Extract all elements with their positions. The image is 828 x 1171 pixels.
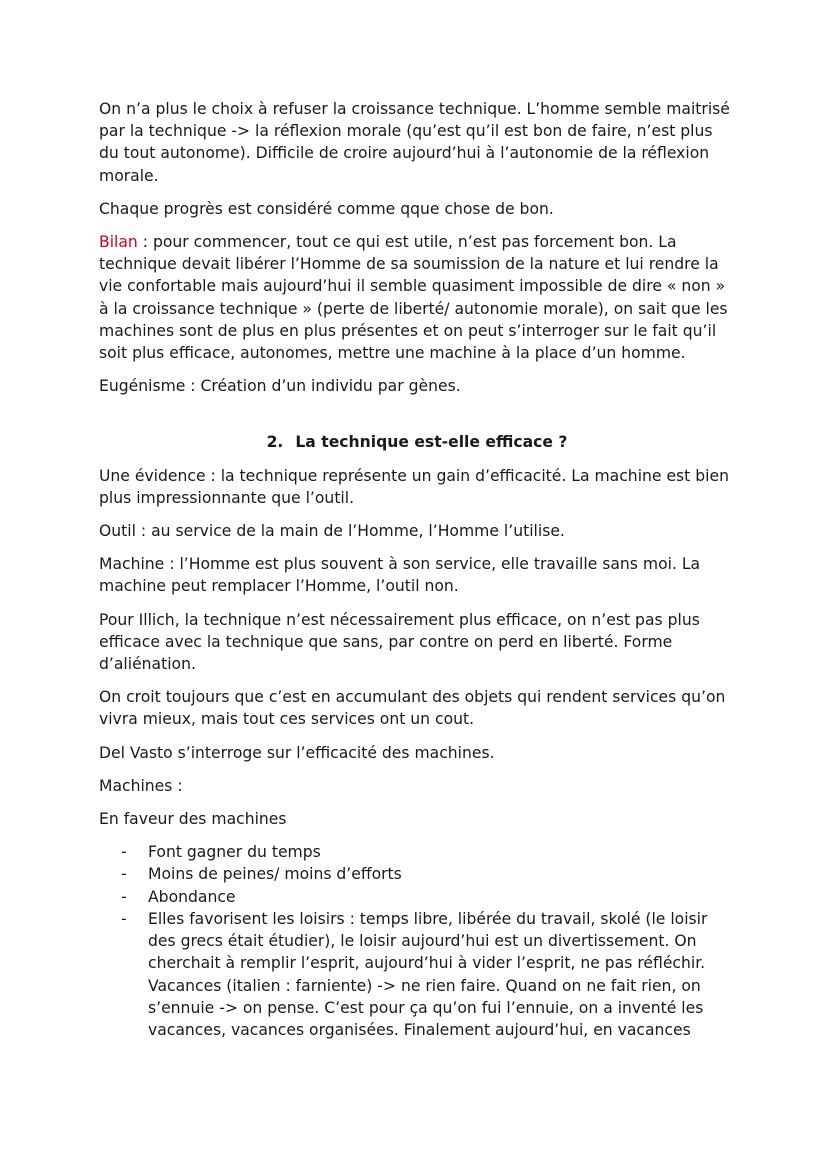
paragraph-technique-croissance: On n’a plus le choix à refuser la croissance technique. L’homme semble maitrisé par la technique -> la réflexion morale (qu’est qu’il est bon de faire, n’est plus du tout autonome). Difficile de croire aujourd’hui à l’autonomie de la réflexion morale. [99, 100, 730, 185]
list-item [99, 841, 735, 863]
paragraph-machine: Machine : l’Homme est plus souvent à son service, elle travaille sans moi. La machine peut remplacer l’Homme, l’outil non. [99, 555, 701, 596]
paragraph-objets: On croit toujours que c’est en accumulant des objets qui rendent services qu’on vivra mieux, mais tout ces services ont un cout. [99, 688, 726, 729]
paragraph-illich: Pour Illich, la technique n’est nécessairement plus efficace, on n’est pas plus efficace avec la technique que sans, par contre on perd en liberté. Forme d’aliénation. [99, 610, 700, 674]
list-item [99, 886, 735, 908]
list-item-text: Font gagner du temps [148, 843, 321, 862]
bilan-label: Bilan [99, 233, 138, 252]
list-bullet: - [121, 865, 127, 884]
bilan-text: : pour commencer, tout ce qui est utile, n’est pas forcement bon. La technique devait libérer l’Homme de sa soumission de la nature et lui rendre la vie confortable mais aujourd’hui il semble quasiment impossible de dire « non » à la croissance technique » (perte de liberté/ autonomie morale), on sait que les machines sont de plus en plus présentes et on peut s’interroger sur le fait qu’il soit plus efficace, autonomes, mettre une machine à la place d’un homme. [99, 233, 728, 363]
advantages-list [99, 841, 735, 1041]
list-item [99, 863, 735, 885]
paragraph-machines-label: Machines : [99, 776, 183, 795]
paragraph-progres: Chaque progrès est considéré comme qque chose de bon. [99, 199, 554, 218]
list-item [99, 908, 735, 1041]
list-item-text: Abondance [148, 887, 236, 906]
list-bullet: - [121, 909, 127, 928]
section-heading [99, 431, 735, 453]
paragraph-eugenisme: Eugénisme : Création d’un individu par gènes. [99, 377, 461, 396]
paragraph-outil: Outil : au service de la main de l’Homme, l’Homme l’utilise. [99, 522, 565, 541]
paragraph-del-vasto: Del Vasto s’interroge sur l’efficacité des machines. [99, 743, 495, 762]
paragraph-en-faveur: En faveur des machines [99, 810, 287, 829]
section-title: La technique est-elle efficace ? [295, 433, 568, 452]
list-bullet: - [121, 843, 127, 862]
list-bullet: - [121, 887, 127, 906]
paragraph-evidence: Une évidence : la technique représente un gain d’efficacité. La machine est bien plus impressionnante que l’outil. [99, 466, 729, 507]
section-number: 2. [266, 433, 284, 452]
list-item-text: Moins de peines/ moins d’efforts [148, 865, 402, 884]
list-item-text: Elles favorisent les loisirs : temps libre, libérée du travail, skolé (le loisir des grecs était étudier), le loisir aujourd’hui est un divertissement. On cherchait à remplir l’esprit, aujourd’hui à vider l’esprit, ne pas réfléchir. Vacances (italien : farniente) -> ne rien faire. Quand on ne fait rien, on s’ennuie -> on pense. C’est pour ça qu’on fui l’ennuie, on a inventé les vacances, vacances organisées. Finalement aujourd’hui, en vacances [148, 909, 708, 1039]
paragraph-bilan [99, 231, 735, 364]
page-content [99, 98, 735, 1041]
